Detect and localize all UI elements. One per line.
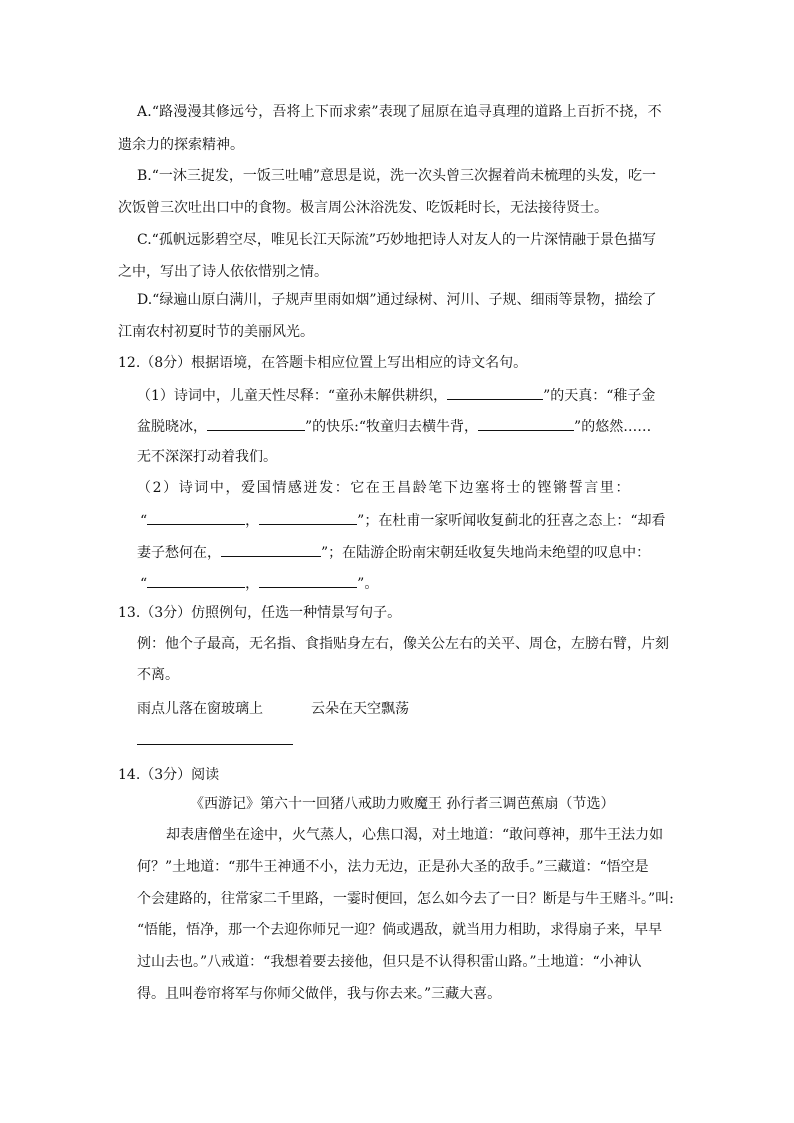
q12-part2-line3 [137,542,650,562]
q14-paragraph-line5: 过山去也。”八戒道：“我想着要去接他，但只是不认得积雷山路。”土地道：“小神认 [137,954,642,970]
q12-blank-8[interactable] [259,573,357,588]
q12-part2-text-c-a: 妻子愁何在， [137,545,221,561]
q12-part2-close-quote: ”。 [357,576,379,592]
q13-scene-2: 云朵在天空飘荡 [311,701,409,717]
q12-part2-line1: （2）诗词中，爱国情感迸发：它在王昌龄笔下边塞将士的铿锵誓言里： [137,480,632,496]
q13-scene-1: 雨点儿落在窗玻璃上 [137,701,263,717]
q12-blank-4[interactable] [147,510,245,525]
q12-part1-text-b: ”的天真：“稚子金 [543,388,656,404]
q12-part2-comma-2: ， [245,576,260,592]
q12-blank-2[interactable] [207,416,305,431]
q11-option-c-line2: 之中，写出了诗人依依惜别之情。 [118,264,328,280]
q12-part2-comma: ， [245,513,260,529]
q12-stem: 12.（8分）根据语境，在答题卡相应位置上写出相应的诗文名句。 [118,355,528,371]
q11-option-a-line1: A.“路漫漫其修远兮，吾将上下而求索”表现了屈原在追寻真理的道路上百折不挠，不 [137,104,662,120]
q12-part1-line3: 无不深深打动着我们。 [137,449,277,465]
q13-example-line2: 不离。 [137,667,179,683]
q12-blank-5[interactable] [259,510,357,525]
q12-part1-line1 [137,385,655,405]
q14-stem: 14.（3分）阅读 [118,767,220,783]
q12-part2-line2 [140,510,666,530]
q13-example-line1: 例：他个子最高，无名指、食指贴身左右，像关公左右的关平、周仓，左膀右臂，片刻 [137,636,669,652]
q12-part1-text-c: 盆脱晓冰， [137,419,207,435]
q11-option-d-line2: 江南农村初夏时节的美丽风光。 [118,324,314,340]
q14-passage-title: 《西游记》第六十一回猪八戒助力败魔王 孙行者三调芭蕉扇（节选） [190,796,615,812]
q14-paragraph-line3: 个会建路的，往常家二千里路，一霎时便回，怎么如今去了一日？断是与牛王赌斗。”叫: [137,891,674,907]
q12-blank-7[interactable] [147,573,245,588]
q14-paragraph-line1: 却表唐僧坐在途中，火气蒸人，心焦口渴，对土地道：“敢问尊神，那牛王法力如 [166,827,664,843]
q14-paragraph-line2: 何？”土地道：“那牛王神通不小，法力无边，正是孙大圣的敌手。”三藏道：“悟空是 [137,859,649,875]
q12-part2-open-quote-2: “ [140,576,148,592]
q12-blank-3[interactable] [478,416,574,431]
q11-option-a-line2: 遗余力的探索精神。 [118,137,244,153]
q11-option-d-line1: D.“绿遍山原白满川，子规声里雨如烟”通过绿树、河川、子规、细雨等景物，描绘了 [137,292,657,308]
q12-part1-line2 [137,416,651,436]
q12-part1-text-d: ”的快乐:“牧童归去横牛背， [305,419,479,435]
q12-part2-open-quote: “ [140,513,148,529]
q12-part2-text-rest: ”；在杜甫一家听闻收复蓟北的狂喜之态上：“却看 [357,513,666,529]
q12-part1-text-a: （1）诗词中，儿童天性尽释：“童孙未解供耕织， [137,388,448,404]
q12-part1-text-e: ”的悠然…… [574,419,652,435]
q14-paragraph-line6: 得。且叫卷帘将军与你师父做伴，我与你去来。”三藏大喜。 [137,986,502,1002]
q13-stem: 13.（3分）仿照例句，任选一种情景写句子。 [118,605,402,621]
q13-answer-line[interactable] [137,744,293,745]
q12-blank-1[interactable] [447,385,543,400]
q14-paragraph-line4: “悟能，悟净，那一个去迎你师兄一迎？倘或遇敌，就当用力相助，求得扇子来，早早 [137,922,663,938]
q11-option-b-line1: B.“一沐三捉发，一饭三吐哺”意思是说，洗一次头曾三次握着尚未梳理的头发，吃一 [137,168,657,184]
q11-option-b-line2: 次饭曾三次吐出口中的食物。极言周公沐浴洗发、吃饭耗时长，无法接待贤士。 [118,200,608,216]
q12-part2-line4 [140,573,378,593]
q11-option-c-line1: C.“孤帆远影碧空尽，唯见长江天际流”巧妙地把诗人对友人的一片深情融于景色描写 [137,232,656,248]
q12-blank-6[interactable] [221,542,321,557]
q12-part2-text-c-b: ”；在陆游企盼南宋朝廷收复失地尚未绝望的叹息中： [321,545,651,561]
